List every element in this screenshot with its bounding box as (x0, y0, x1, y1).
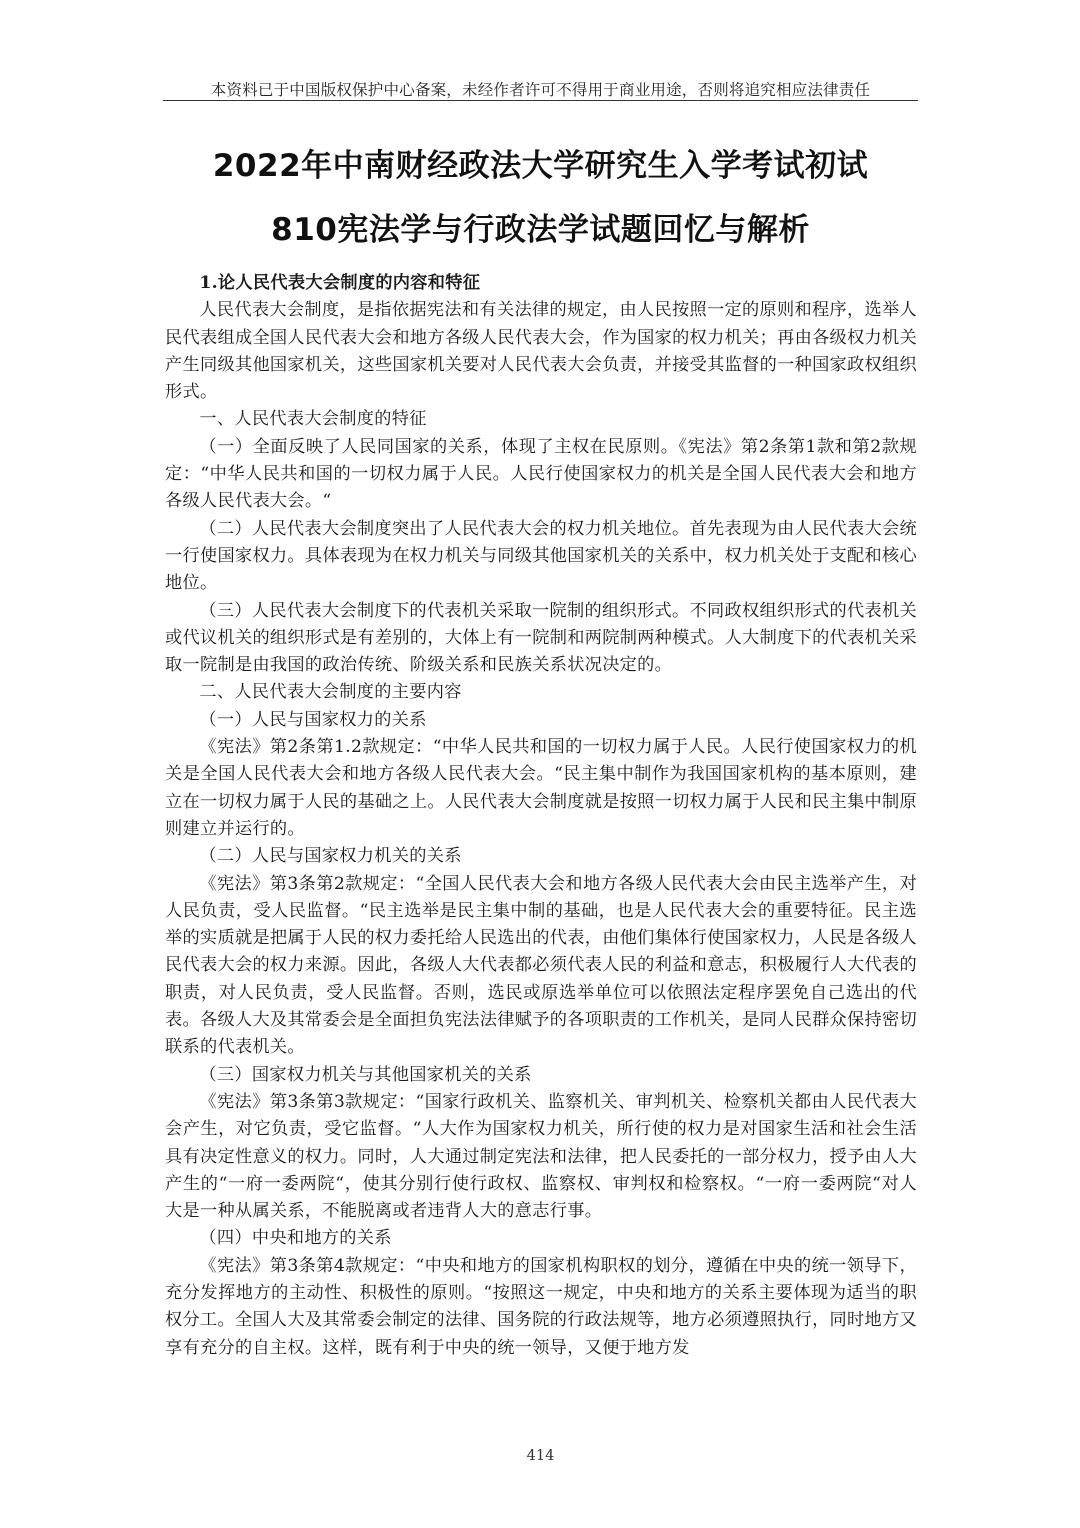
paragraph: 《宪法》第3条第3款规定：“国家行政机关、监察机关、审判机关、检察机关都由人民代表大会产生，对它负责，受它监督。“人大作为国家权力机关，所行使的权力是对国家生活和社会生活具有决定性意义的权力。同时，人大通过制定宪法和法律，把人民委托的一部分权力，授予由人大产生的“一府一委两院“，使其分别行使行政权、监察权、审判权和检察权。“一府一委两院“对人大是一种从属关系，不能脱离或者违背人大的意志行事。 (165, 1091, 917, 1222)
paragraph: （一）全面反映了人民同国家的关系，体现了主权在民原则。《宪法》第2条第1款和第2款规定：“中华人民共和国的一切权力属于人民。人民行使国家权力的机关是全国人民代表大会和地方各级人民代表大会。“ (165, 436, 917, 512)
subsection-heading: （一）人民与国家权力的关系 (199, 709, 427, 730)
paragraph: 《宪法》第3条第2款规定：“全国人民代表大会和地方各级人民代表大会由民主选举产生，对人民负责，受人民监督。“民主选举是民主集中制的基础，也是人民代表大会的重要特征。民主选举的实质就是把属于人民的权力委托给人民选出的代表，由他们集体行使国家权力，人民是各级人民代表大会的权力来源。因此，各级人大代表都必须代表人民的利益和意志，积极履行人大代表的职责，对人民负责，受人民监督。否则，选民或原选举单位可以依照法定程序罢免自己选出的代表。各级人大及其常委会是全面担负宪法法律赋予的各项职责的工作机关，是同人民群众保持密切联系的代表机关。 (165, 873, 917, 1058)
paragraph: 《宪法》第2条第1.2款规定：“中华人民共和国的一切权力属于人民。人民行使国家权力的机关是全国人民代表大会和地方各级人民代表大会。“民主集中制作为我国国家机构的基本原则，建立在一切权力属于人民的基础之上。人民代表大会制度就是按照一切权力属于人民和民主集中制原则建立并运行的。 (165, 737, 917, 839)
header-divider (163, 100, 918, 101)
document-body (165, 270, 917, 1362)
page-number: 414 (526, 1448, 555, 1464)
paragraph: 人民代表大会制度，是指依据宪法和有关法律的规定，由人民按照一定的原则和程序，选举人民代表组成全国人民代表大会和地方各级人民代表大会，作为国家的权力机关；再由各级权力机关产生同级其他国家机关，这些国家机关要对人民代表大会负责，并接受其监督的一种国家政权组织形式。 (165, 300, 917, 403)
paragraph: （二）人民代表大会制度突出了人民代表大会的权力机关地位。首先表现为由人民代表大会统一行使国家权力。具体表现为在权力机关与同级其他国家机关的关系中，权力机关处于支配和核心地位。 (165, 518, 917, 594)
subsection-heading: （四）中央和地方的关系 (199, 1228, 392, 1249)
document-title-line-2: 810宪法学与行政法学试题回忆与解析 (271, 212, 810, 248)
subsection-heading: （三）国家权力机关与其他国家机关的关系 (199, 1064, 532, 1085)
section-heading: 二、人民代表大会制度的主要内容 (199, 682, 462, 703)
paragraph: （三）人民代表大会制度下的代表机关采取一院制的组织形式。不同政权组织形式的代表机关或代议机关的组织形式是有差别的，大体上有一院制和两院制两种模式。人大制度下的代表机关采取一院制是由我国的政治传统、阶级关系和民族关系状况决定的。 (165, 600, 917, 676)
document-title-line-1: 2022年中南财经政法大学研究生入学考试初试 (212, 148, 869, 184)
section-heading: 一、人民代表大会制度的特征 (199, 409, 427, 430)
paragraph: 《宪法》第3条第4款规定：“中央和地方的国家机构职权的划分，遵循在中央的统一领导下，充分发挥地方的主动性、积极性的原则。“按照这一规定，中央和地方的关系主要体现为适当的职权分工。全国人大及其常委会制定的法律、国务院的行政法规等，地方必须遵照执行，同时地方又享有充分的自主权。这样，既有利于中央的统一领导，又便于地方发 (165, 1255, 917, 1358)
subsection-heading: （二）人民与国家权力机关的关系 (199, 846, 462, 867)
copyright-notice: 本资料已于中国版权保护中心备案，未经作者许可不得用于商业用途，否则将追究相应法律责任 (210, 81, 871, 99)
question-heading: 1.论人民代表大会制度的内容和特征 (199, 273, 481, 293)
